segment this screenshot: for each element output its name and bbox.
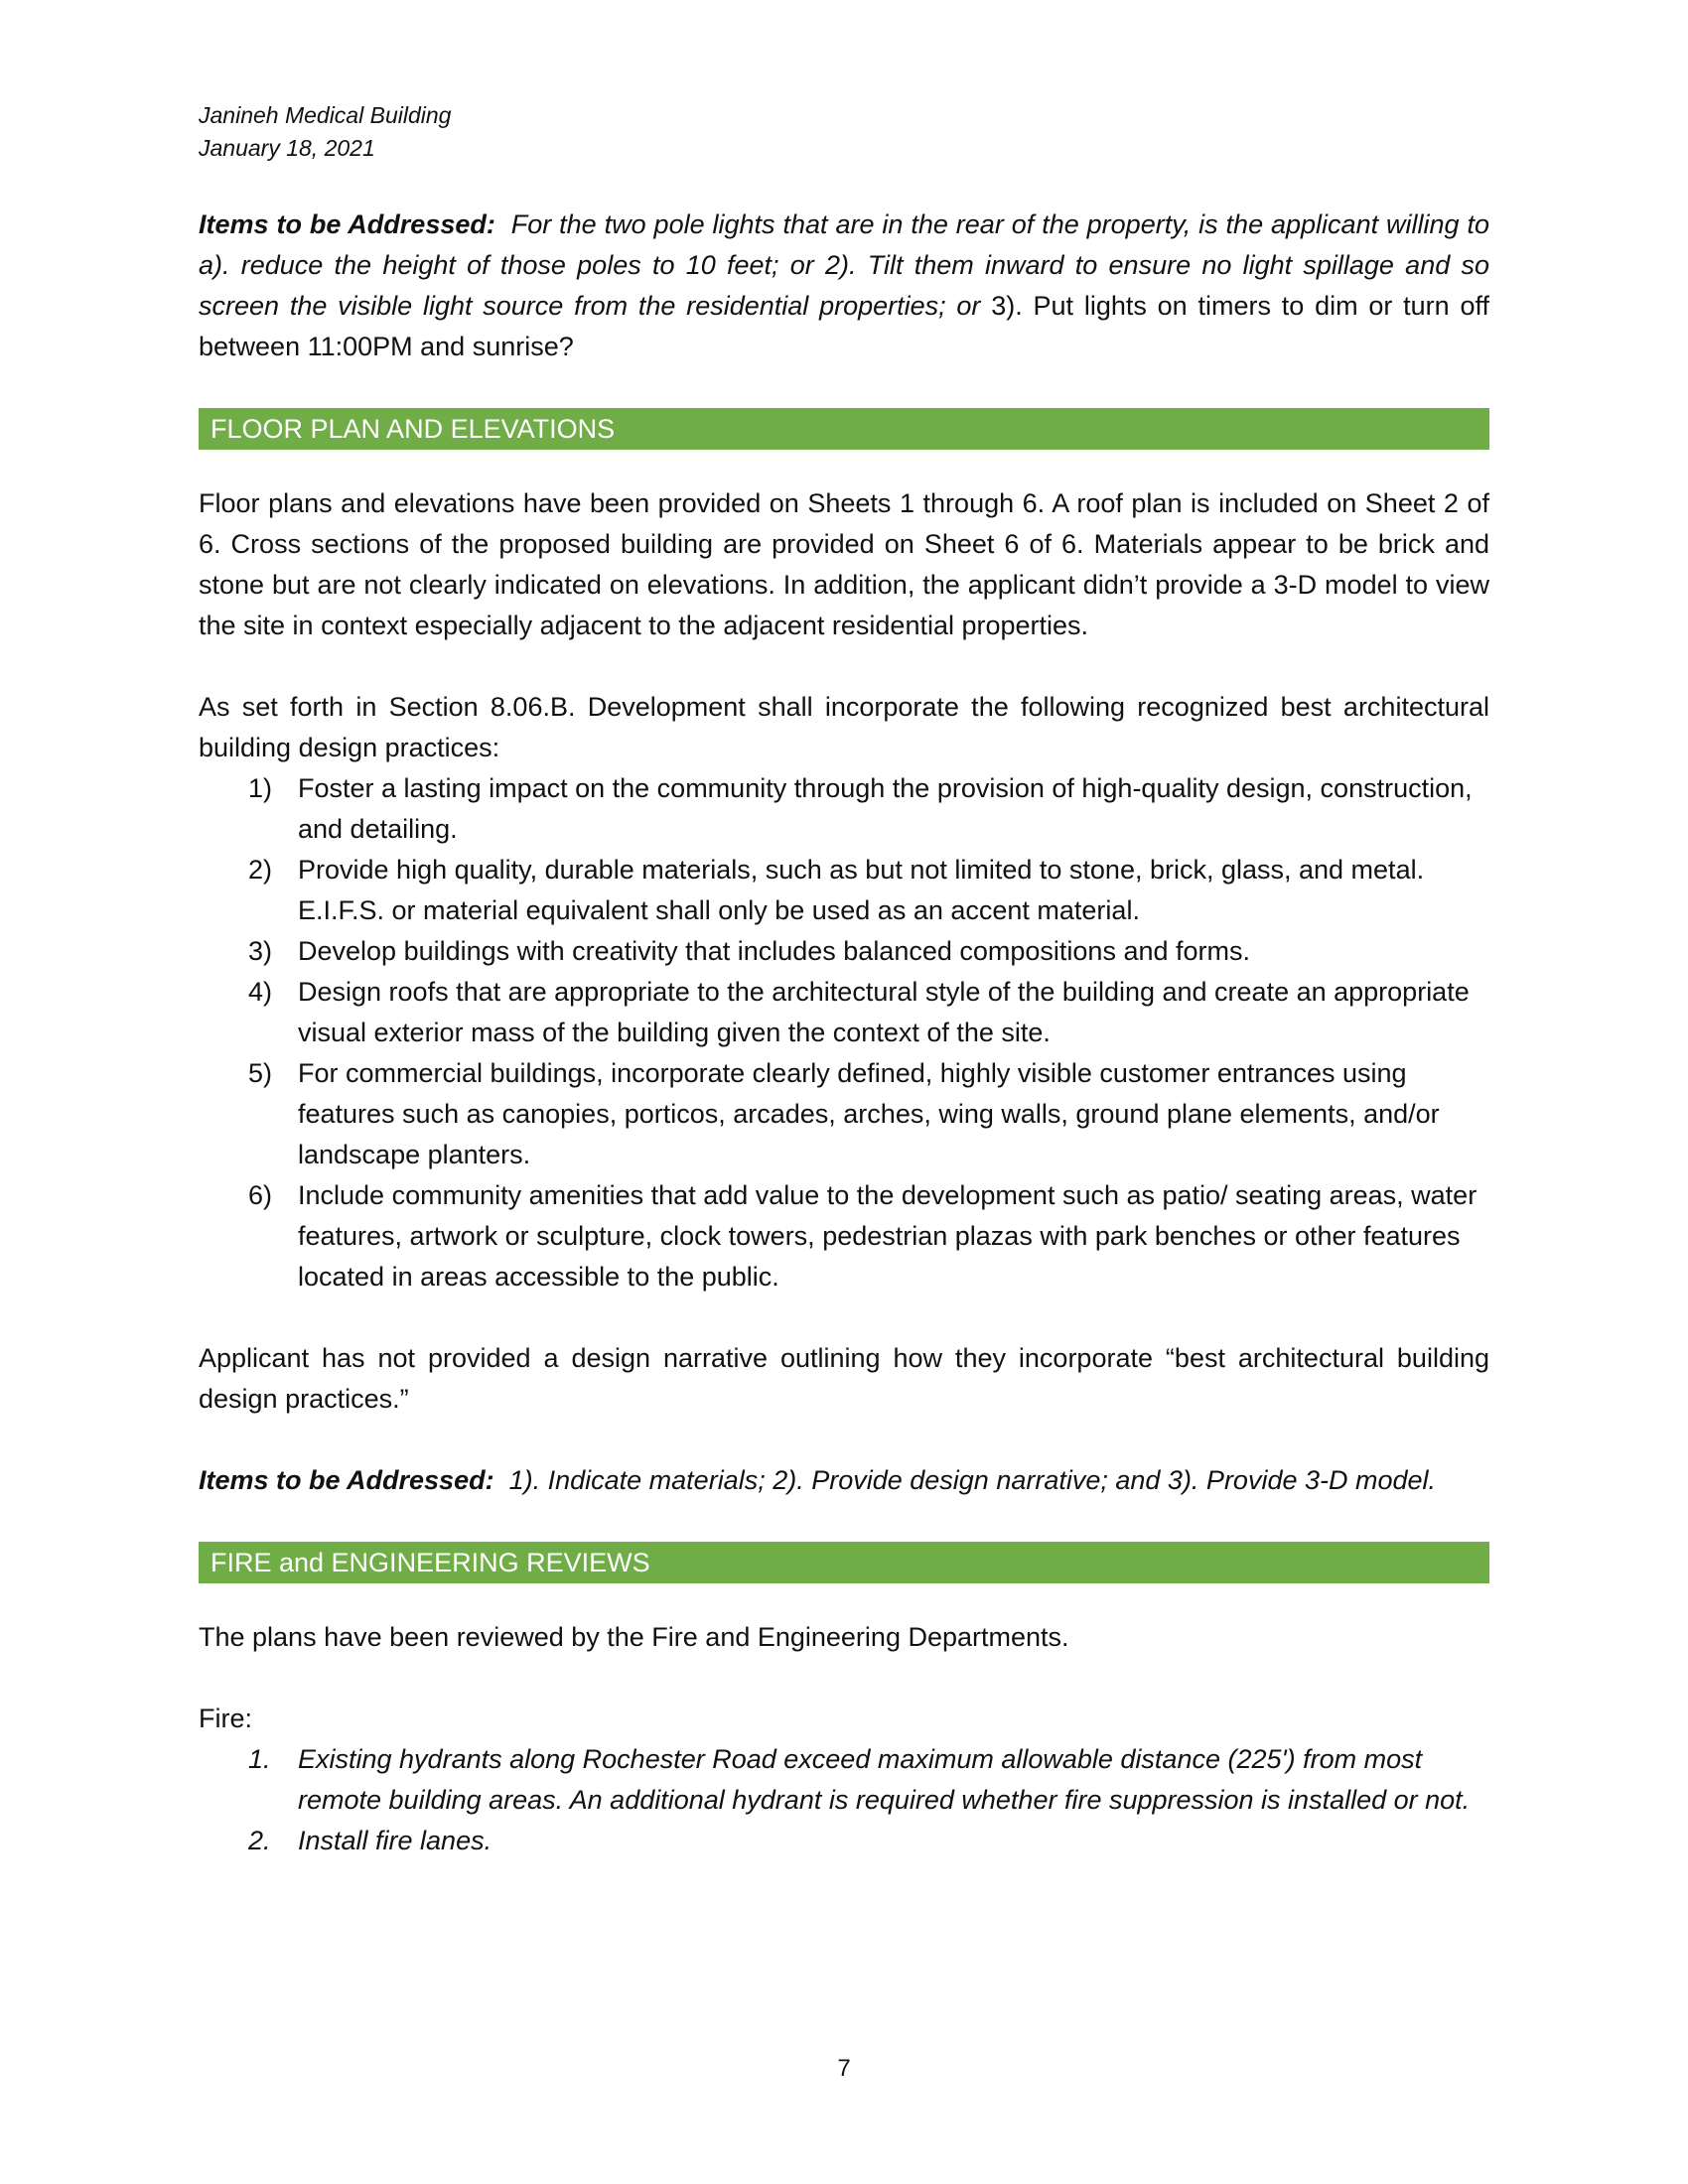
- list-item: [199, 972, 1489, 1053]
- list-item-text: Develop buildings with creativity that includes balanced compositions and forms.: [298, 936, 1251, 966]
- items-label: Items to be Addressed:: [199, 1465, 494, 1495]
- items-italic-text: For the two pole lights that are in the rear of the property, is the applicant willing to a). reduce the height of those poles to 10 feet; or 2). Tilt them inward to ensure no light spillage and so screen the visible light source from the residential properties; or: [199, 209, 1489, 321]
- reviews-paragraph: The plans have been reviewed by the Fire and Engineering Departments.: [199, 1622, 1069, 1652]
- design-narrative-paragraph: Applicant has not provided a design narrative outlining how they incorporate “best architectural building design practices.”: [199, 1343, 1489, 1414]
- list-item-number: 5): [248, 1058, 273, 1088]
- list-item-number: 1.: [248, 1744, 271, 1774]
- list-item-text: Existing hydrants along Rochester Road exceed maximum allowable distance (225') from most remote building areas. An additional hydrant is required whether fire suppression is installed or not.: [298, 1744, 1471, 1815]
- list-item-text: Provide high quality, durable materials, such as but not limited to stone, brick, glass, and metal. E.I.F.S. or material equivalent shall only be used as an accent material.: [298, 855, 1425, 925]
- list-item: [199, 1053, 1489, 1175]
- fire-label: Fire:: [199, 1704, 252, 1733]
- items-plain-text: 3). Put lights on timers to dim or turn off between 11:00PM and sunrise?: [199, 291, 1489, 361]
- list-item: [199, 850, 1489, 931]
- design-practices-list: [199, 768, 1489, 1297]
- list-item-text: Include community amenities that add value to the development such as patio/ seating areas, water features, artwork or sculpture, clock towers, pedestrian plazas with park benches or other features located in areas accessible to the public.: [298, 1180, 1477, 1292]
- list-item: [199, 768, 1489, 850]
- fire-list: [199, 1739, 1489, 1861]
- list-item: [199, 1175, 1489, 1297]
- header-date: January 18, 2021: [199, 135, 375, 161]
- design-practices-intro: As set forth in Section 8.06.B. Development shall incorporate the following recognized best architectural building design practices:: [199, 692, 1489, 762]
- page-number: 7: [837, 2055, 851, 2082]
- header-project-name: Janineh Medical Building: [199, 102, 452, 128]
- list-item-number: 2.: [248, 1826, 271, 1855]
- list-item-number: 6): [248, 1180, 273, 1210]
- list-item: [199, 931, 1489, 972]
- items-to-address-lighting: [199, 205, 1489, 367]
- list-item-text: Design roofs that are appropriate to the architectural style of the building and create an appropriate visual exterior mass of the building given the context of the site.: [298, 977, 1470, 1047]
- list-item: [199, 1821, 1489, 1861]
- list-item-number: 1): [248, 773, 273, 803]
- section-header-floor-plan: FLOOR PLAN AND ELEVATIONS: [199, 408, 1489, 450]
- list-item: [199, 1739, 1489, 1821]
- section-header-fire-engineering: FIRE and ENGINEERING REVIEWS: [199, 1542, 1489, 1583]
- items-to-address-design: [199, 1460, 1489, 1501]
- list-item-number: 3): [248, 936, 273, 966]
- list-item-number: 2): [248, 855, 273, 885]
- items-label: Items to be Addressed:: [199, 209, 495, 239]
- items-italic-text: 1). Indicate materials; 2). Provide design narrative; and 3). Provide 3-D model.: [508, 1465, 1437, 1495]
- list-item-text: Foster a lasting impact on the community through the provision of high-quality design, construction, and detailing.: [298, 773, 1473, 844]
- page-content: [199, 99, 1489, 1861]
- list-item-text: For commercial buildings, incorporate clearly defined, highly visible customer entrances using features such as canopies, porticos, arcades, arches, wing walls, ground plane elements, and/or landscape planters.: [298, 1058, 1440, 1169]
- list-item-number: 4): [248, 977, 273, 1007]
- list-item-text: Install fire lanes.: [298, 1826, 492, 1855]
- floor-plan-paragraph: Floor plans and elevations have been provided on Sheets 1 through 6. A roof plan is included on Sheet 2 of 6. Cross sections of the proposed building are provided on Sheet 6 of 6. Materials appear to be brick and stone but are not clearly indicated on elevations. In addition, the applicant didn’t provide a 3-D model to view the site in context especially adjacent to the adjacent residential properties.: [199, 488, 1489, 640]
